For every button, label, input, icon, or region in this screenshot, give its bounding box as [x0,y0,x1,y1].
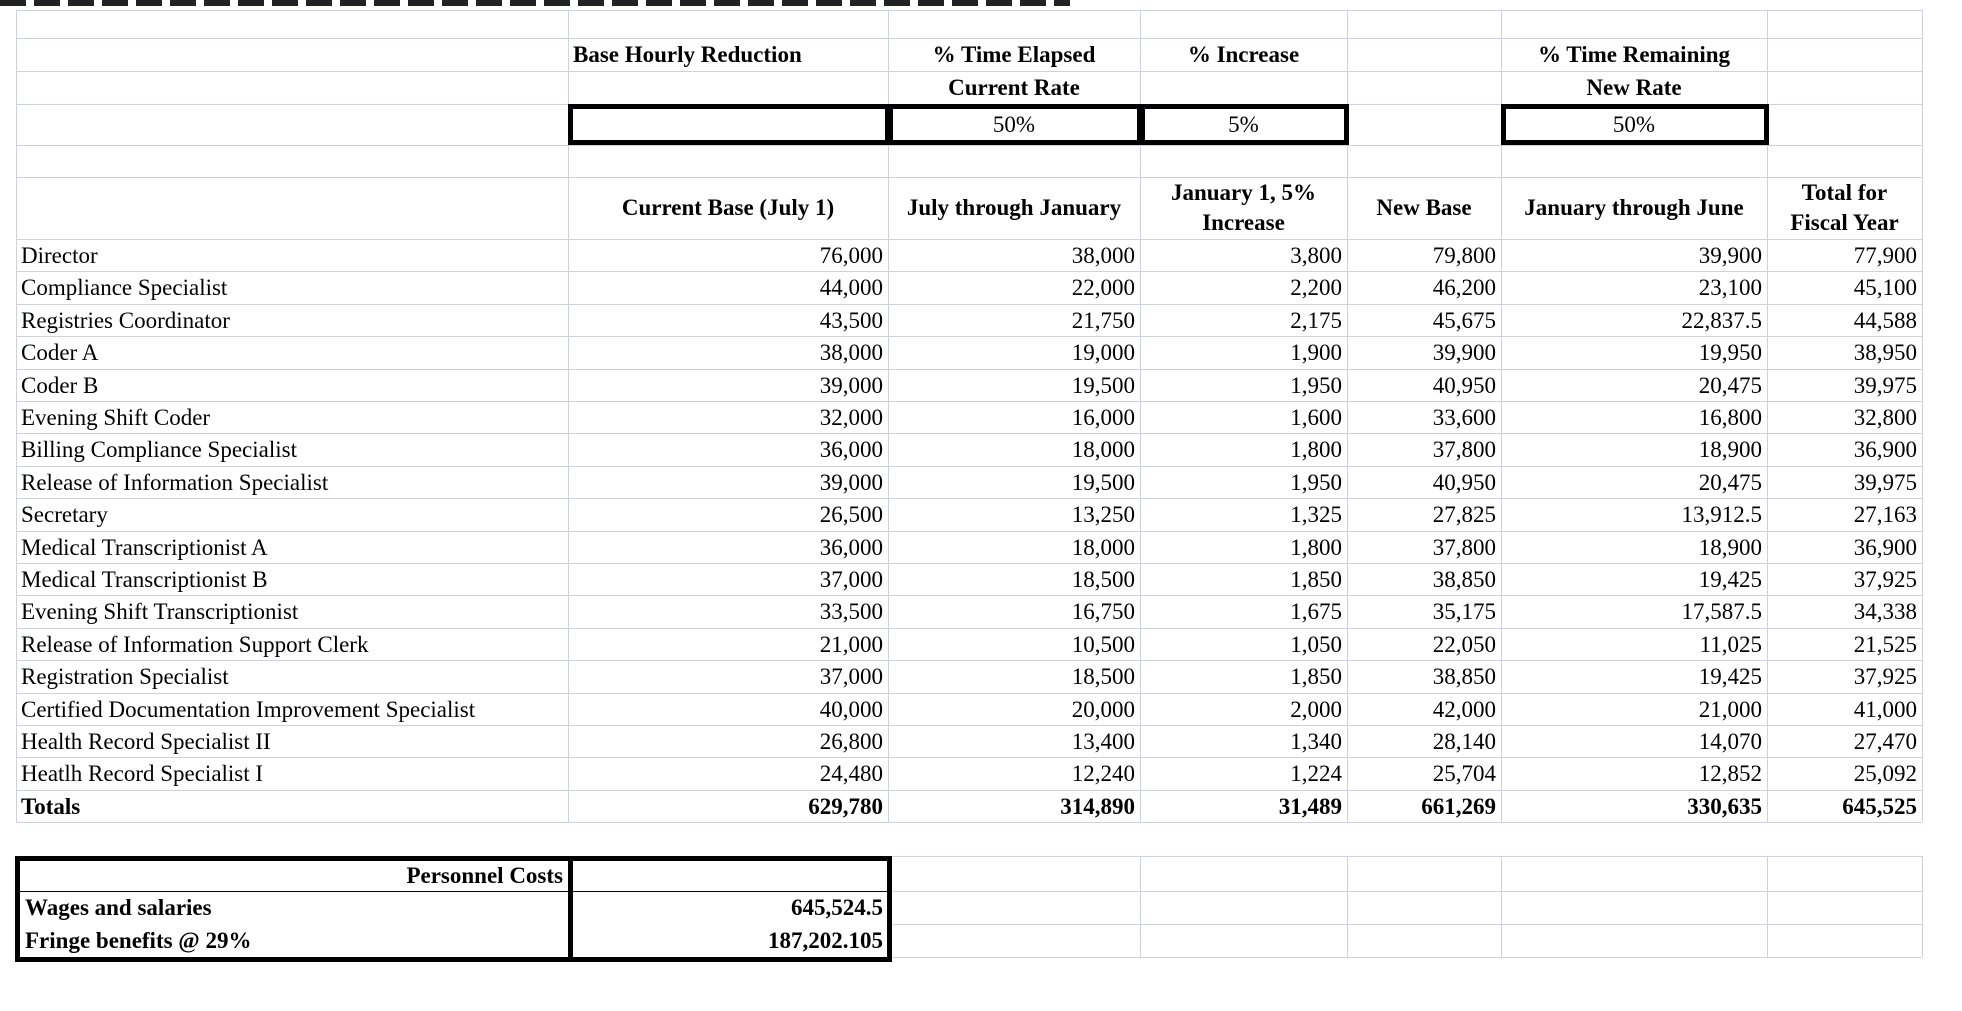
grid-vline [1501,856,1502,957]
cell-july-january[interactable]: 21,750 [1071,307,1135,333]
cell-january-june[interactable]: 20,475 [1698,469,1762,495]
cell-total-fiscal-year[interactable]: 39,975 [1853,372,1917,398]
cell-current-base[interactable]: 38,000 [819,339,883,365]
fringe-label: Fringe benefits @ 29% [25,927,252,953]
cell-current-base[interactable]: 37,000 [819,663,883,689]
cell-january-june[interactable]: 22,837.5 [1681,307,1762,333]
cell-total-fiscal-year[interactable]: 44,588 [1853,307,1917,333]
cell-current-base[interactable]: 39,000 [819,372,883,398]
cell-total-fiscal-year[interactable]: 38,950 [1853,339,1917,365]
cell-total-fiscal-year[interactable]: 34,338 [1853,598,1917,624]
col-header-january-increase: January 1, 5% Increase [1170,180,1317,235]
cell-january-june[interactable]: 12,852 [1698,760,1762,786]
totals-july-january[interactable]: 314,890 [1060,793,1135,819]
position-title: Heatlh Record Specialist I [21,760,264,786]
cell-new-base[interactable]: 38,850 [1432,663,1496,689]
cell-july-january[interactable]: 13,400 [1071,728,1135,754]
cell-total-fiscal-year[interactable]: 27,470 [1853,728,1917,754]
cell-january-june[interactable]: 18,900 [1698,534,1762,560]
grid-vline [1347,856,1348,957]
grid-vline [1140,856,1141,957]
cell-july-january[interactable]: 18,000 [1071,436,1135,462]
position-title: Director [21,242,98,268]
totals-label: Totals [21,793,81,819]
cell-january-june[interactable]: 14,070 [1698,728,1762,754]
cell-total-fiscal-year[interactable]: 36,900 [1853,534,1917,560]
wages-value[interactable]: 645,524.5 [791,895,883,921]
header-new-rate: New Rate [1586,74,1682,100]
cell-january-june[interactable]: 39,900 [1698,242,1762,268]
position-title: Release of Information Support Clerk [21,631,369,657]
cell-january-increase[interactable]: 1,800 [1290,534,1342,560]
cell-july-january[interactable]: 18,500 [1071,663,1135,689]
cell-january-june[interactable]: 19,950 [1698,339,1762,365]
cell-new-base[interactable]: 40,950 [1432,469,1496,495]
cell-total-fiscal-year[interactable]: 32,800 [1853,404,1917,430]
cell-total-fiscal-year[interactable]: 41,000 [1853,696,1917,722]
cell-january-increase[interactable]: 3,800 [1290,242,1342,268]
grid-hline [892,957,1922,958]
cell-july-january[interactable]: 22,000 [1071,274,1135,300]
cell-total-fiscal-year[interactable]: 37,925 [1853,663,1917,689]
cell-current-base[interactable]: 39,000 [819,469,883,495]
position-title: Registries Coordinator [21,307,230,333]
cell-january-june[interactable]: 20,475 [1698,372,1762,398]
cell-january-june[interactable]: 23,100 [1698,274,1762,300]
cell-current-base[interactable]: 44,000 [819,274,883,300]
grid-hline [16,145,1922,146]
cell-january-increase[interactable]: 1,325 [1290,501,1342,527]
header-increase: % Increase [1187,41,1300,67]
totals-january-june[interactable]: 330,635 [1687,793,1762,819]
cell-current-base[interactable]: 21,000 [819,631,883,657]
grid-vline [1767,856,1768,957]
cell-total-fiscal-year[interactable]: 37,925 [1853,566,1917,592]
cell-new-base[interactable]: 46,200 [1432,274,1496,300]
cell-january-increase[interactable]: 1,950 [1290,372,1342,398]
cell-new-base[interactable]: 38,850 [1432,566,1496,592]
header-current-rate: Current Rate [948,74,1080,100]
cell-new-base[interactable]: 37,800 [1432,436,1496,462]
cell-january-increase[interactable]: 2,200 [1290,274,1342,300]
cell-new-base[interactable]: 25,704 [1432,760,1496,786]
cell-current-base[interactable]: 36,000 [819,534,883,560]
totals-current-base[interactable]: 629,780 [808,793,883,819]
grid-hline [16,10,1922,11]
cell-january-increase[interactable]: 1,950 [1290,469,1342,495]
cell-january-increase[interactable]: 1,600 [1290,404,1342,430]
cell-january-increase[interactable]: 1,850 [1290,663,1342,689]
cell-new-base[interactable]: 42,000 [1432,696,1496,722]
cell-july-january[interactable]: 19,500 [1071,469,1135,495]
cell-new-base[interactable]: 40,950 [1432,372,1496,398]
position-title: Compliance Specialist [21,274,228,300]
cell-new-base[interactable]: 22,050 [1432,631,1496,657]
totals-total-fiscal-year[interactable]: 645,525 [1842,793,1917,819]
cell-current-base[interactable]: 26,800 [819,728,883,754]
cell-july-january[interactable]: 38,000 [1071,242,1135,268]
cell-january-increase[interactable]: 1,800 [1290,436,1342,462]
cell-total-fiscal-year[interactable]: 77,900 [1853,242,1917,268]
cell-july-january[interactable]: 10,500 [1071,631,1135,657]
cell-total-fiscal-year[interactable]: 21,525 [1853,631,1917,657]
cell-january-increase[interactable]: 1,900 [1290,339,1342,365]
col-header-january-june: January through June [1524,195,1744,221]
position-title: Certified Documentation Improvement Specialist [21,696,476,722]
cell-january-june[interactable]: 19,425 [1698,566,1762,592]
cell-current-base[interactable]: 33,500 [819,598,883,624]
cell-january-june[interactable]: 19,425 [1698,663,1762,689]
cell-new-base[interactable]: 35,175 [1432,598,1496,624]
position-title: Coder B [21,372,99,398]
personnel-costs-heading: Personnel Costs [406,862,563,888]
cell-january-increase[interactable]: 2,000 [1290,696,1342,722]
increase-value[interactable]: 5% [1228,111,1259,137]
col-header-july-january: July through January [906,195,1122,221]
base-hourly-reduction-value[interactable] [568,106,888,143]
cell-july-january[interactable]: 12,240 [1071,760,1135,786]
cell-january-increase[interactable]: 1,340 [1290,728,1342,754]
cell-january-june[interactable]: 18,900 [1698,436,1762,462]
cell-january-june[interactable]: 13,912.5 [1681,501,1762,527]
position-title: Medical Transcriptionist A [21,534,268,560]
cell-january-increase[interactable]: 1,050 [1290,631,1342,657]
position-title: Registration Specialist [21,663,229,689]
cell-total-fiscal-year[interactable]: 39,975 [1853,469,1917,495]
clipped-top-text [0,0,1070,6]
cell-july-january[interactable]: 16,000 [1071,404,1135,430]
cell-january-june[interactable]: 17,587.5 [1681,598,1762,624]
position-title: Medical Transcriptionist B [21,566,268,592]
fringe-value[interactable]: 187,202.105 [768,927,883,953]
position-title: Health Record Specialist II [21,728,271,754]
cell-current-base[interactable]: 26,500 [819,501,883,527]
cell-july-january[interactable]: 19,000 [1071,339,1135,365]
cell-new-base[interactable]: 79,800 [1432,242,1496,268]
cell-current-base[interactable]: 76,000 [819,242,883,268]
totals-january-increase[interactable]: 31,489 [1278,793,1342,819]
col-header-new-base: New Base [1376,195,1472,221]
cell-total-fiscal-year[interactable]: 45,100 [1853,274,1917,300]
cell-new-base[interactable]: 33,600 [1432,404,1496,430]
position-title: Billing Compliance Specialist [21,436,297,462]
position-title: Release of Information Specialist [21,469,329,495]
cell-january-increase[interactable]: 2,175 [1290,307,1342,333]
cell-july-january[interactable]: 18,500 [1071,566,1135,592]
cell-new-base[interactable]: 28,140 [1432,728,1496,754]
cell-current-base[interactable]: 43,500 [819,307,883,333]
position-title: Evening Shift Coder [21,404,211,430]
cell-july-january[interactable]: 20,000 [1071,696,1135,722]
cell-total-fiscal-year[interactable]: 27,163 [1853,501,1917,527]
time-elapsed-value[interactable]: 50% [992,111,1036,137]
cell-total-fiscal-year[interactable]: 25,092 [1853,760,1917,786]
cell-current-base[interactable]: 37,000 [819,566,883,592]
cell-january-increase[interactable]: 1,850 [1290,566,1342,592]
grid-hline [16,822,1922,823]
cell-july-january[interactable]: 18,000 [1071,534,1135,560]
header-time-remaining: % Time Remaining [1537,41,1731,67]
position-title: Secretary [21,501,108,527]
header-base-hourly-reduction: Base Hourly Reduction [573,41,802,67]
cell-january-june[interactable]: 16,800 [1698,404,1762,430]
cell-current-base[interactable]: 24,480 [819,760,883,786]
position-title: Evening Shift Transcriptionist [21,598,299,624]
cell-july-january[interactable]: 13,250 [1071,501,1135,527]
col-header-total-fiscal-year: Total for Fiscal Year [1790,180,1899,235]
cell-january-increase[interactable]: 1,224 [1290,760,1342,786]
cell-current-base[interactable]: 36,000 [819,436,883,462]
cell-january-increase[interactable]: 1,675 [1290,598,1342,624]
cell-january-june[interactable]: 11,025 [1699,631,1762,657]
position-title: Coder A [21,339,99,365]
cell-july-january[interactable]: 16,750 [1071,598,1135,624]
grid-vline [1922,10,1923,822]
grid-vline [1922,856,1923,957]
cell-new-base[interactable]: 45,675 [1432,307,1496,333]
totals-new-base[interactable]: 661,269 [1421,793,1496,819]
time-remaining-value[interactable]: 50% [1612,111,1656,137]
wages-label: Wages and salaries [25,895,212,921]
cell-new-base[interactable]: 39,900 [1432,339,1496,365]
cell-total-fiscal-year[interactable]: 36,900 [1853,436,1917,462]
cell-current-base[interactable]: 32,000 [819,404,883,430]
col-header-current-base: Current Base (July 1) [621,195,835,221]
cell-new-base[interactable]: 37,800 [1432,534,1496,560]
cell-july-january[interactable]: 19,500 [1071,372,1135,398]
cell-january-june[interactable]: 21,000 [1698,696,1762,722]
cell-current-base[interactable]: 40,000 [819,696,883,722]
cell-new-base[interactable]: 27,825 [1432,501,1496,527]
header-time-elapsed: % Time Elapsed [932,41,1096,67]
